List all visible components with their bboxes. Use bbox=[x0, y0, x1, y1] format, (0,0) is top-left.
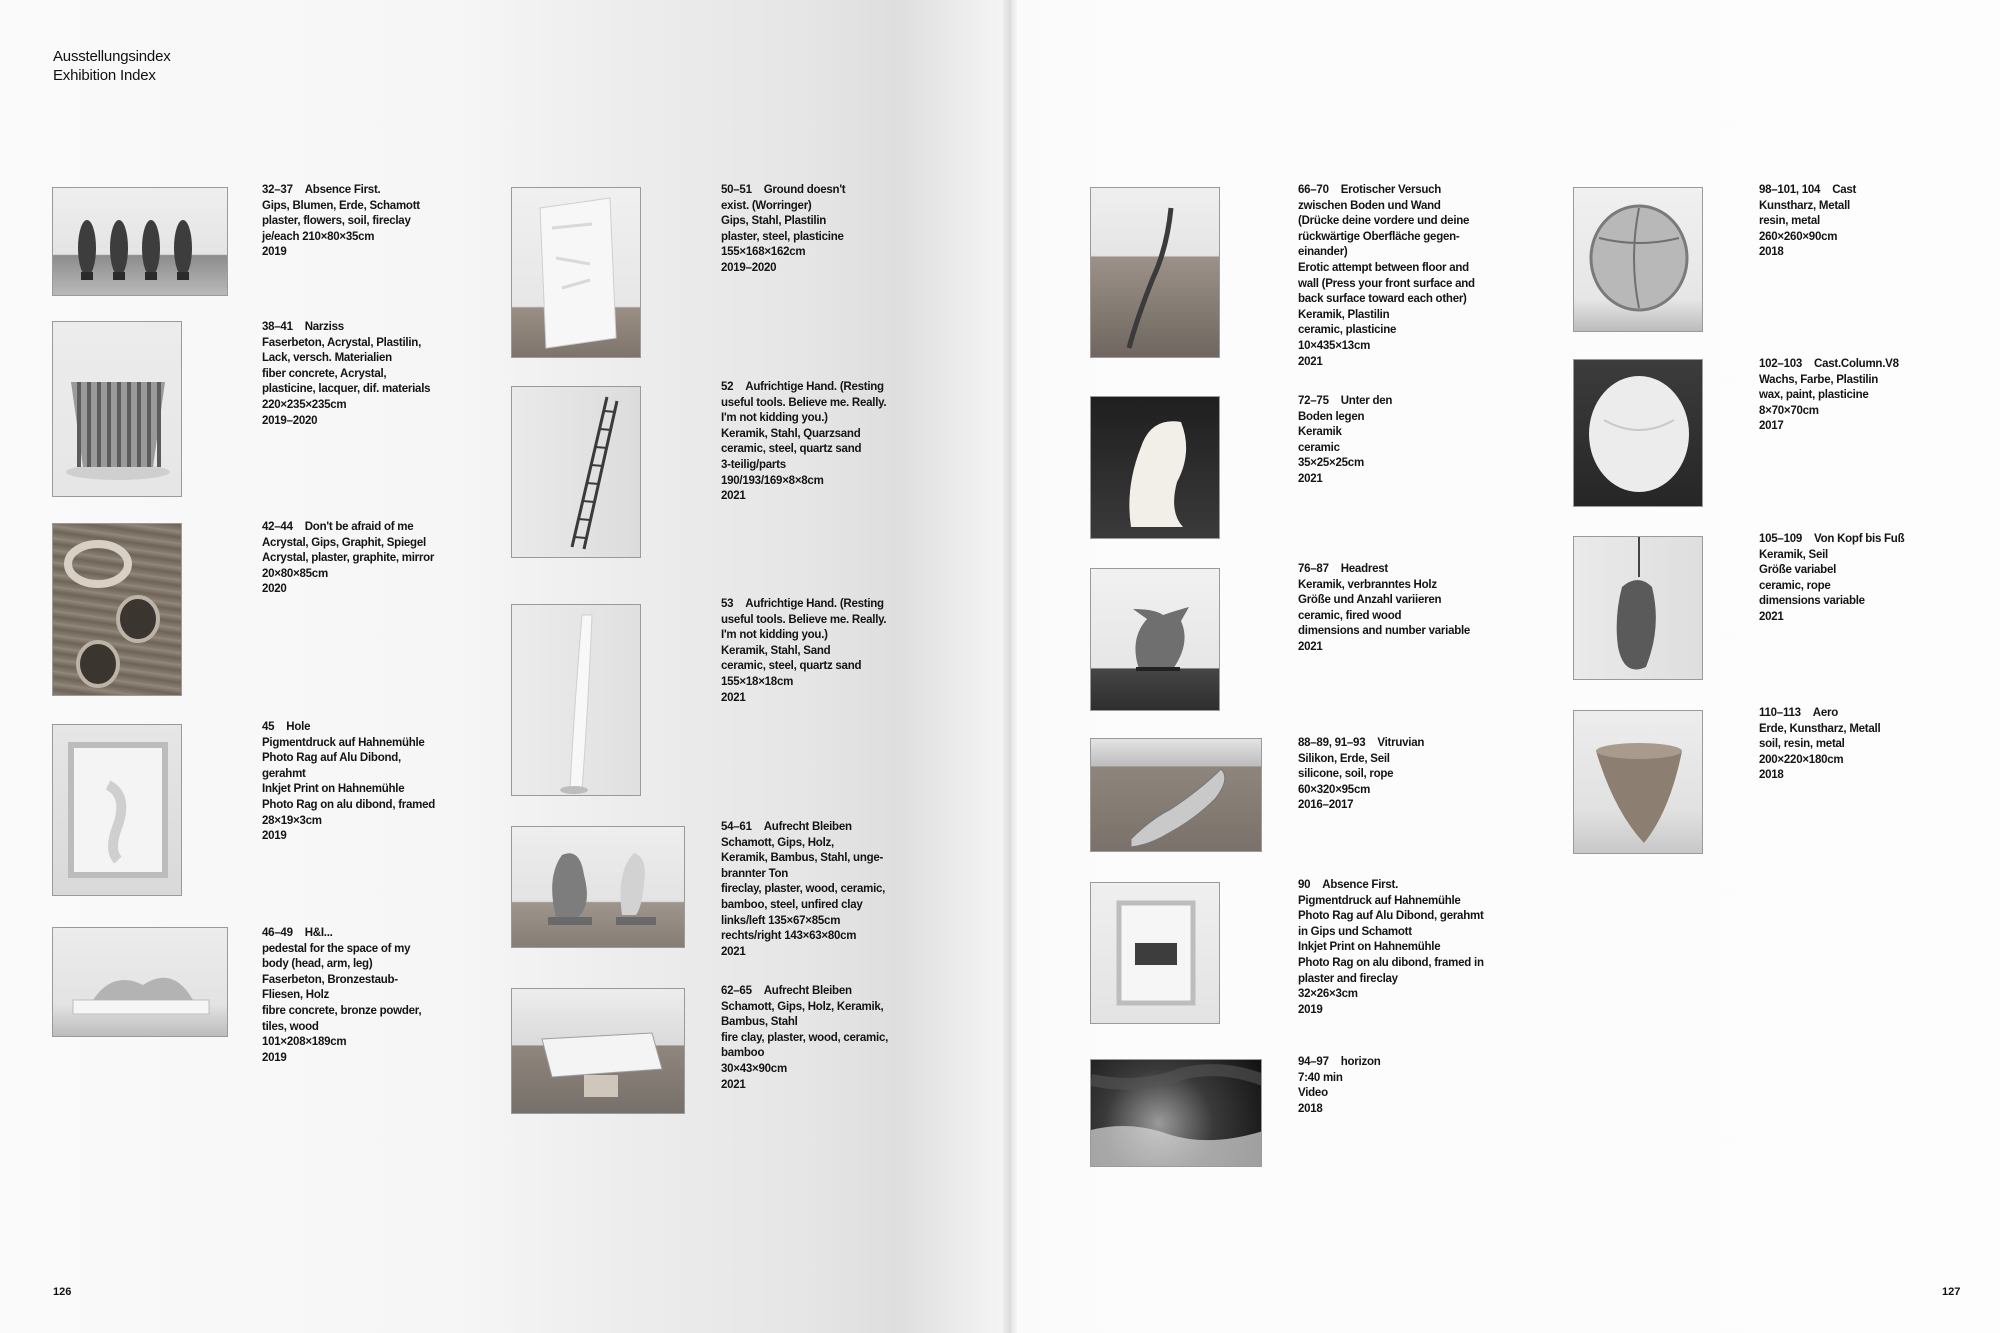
entry-page-range: 98–101, 104 bbox=[1759, 184, 1821, 196]
entry-heading bbox=[721, 820, 885, 836]
entry-page-range: 66–70 bbox=[1298, 184, 1329, 196]
artwork-photo bbox=[1090, 738, 1262, 852]
entry-detail-line: 2021 bbox=[721, 691, 746, 704]
entry-detail-line: Bambus, Stahl bbox=[721, 1016, 798, 1029]
entry-detail-line: 8×70×70cm bbox=[1759, 404, 1819, 417]
entry-detail-line: Pigmentdruck auf Hahnemühle bbox=[1298, 894, 1461, 907]
entry-detail-line: Größe und Anzahl variieren bbox=[1298, 594, 1442, 607]
entry-detail-line: plaster and fireclay bbox=[1298, 972, 1398, 985]
entry-detail-line: 2020 bbox=[262, 583, 287, 596]
entry-detail-line: Gips, Blumen, Erde, Schamott bbox=[262, 199, 420, 212]
artwork-photo bbox=[1090, 568, 1220, 711]
entry-detail-line: Erde, Kunstharz, Metall bbox=[1759, 722, 1881, 735]
entry-detail-line: Keramik bbox=[1298, 426, 1342, 439]
entry-detail-line: tiles, wood bbox=[262, 1020, 319, 1033]
page-number-right: 127 bbox=[1942, 1286, 1961, 1298]
artwork-photo bbox=[52, 187, 228, 296]
entry-page-range: 50–51 bbox=[721, 184, 752, 196]
entry-detail-line: fire clay, plaster, wood, ceramic, bbox=[721, 1031, 889, 1044]
entry-heading bbox=[262, 183, 420, 199]
entry-caption bbox=[1298, 736, 1424, 814]
entry-heading bbox=[1759, 532, 1904, 548]
artwork-photo bbox=[511, 826, 685, 948]
entry-detail-line: ceramic bbox=[1298, 441, 1340, 454]
index-title-de: Ausstellungsindex bbox=[53, 48, 171, 65]
entry-detail-line: ceramic, fired wood bbox=[1298, 609, 1402, 622]
entry-detail-line: 2017 bbox=[1759, 420, 1784, 433]
entry-page-range: 90 bbox=[1298, 879, 1311, 891]
entry-caption bbox=[721, 597, 886, 706]
entry-detail-line: je/each 210×80×35cm bbox=[262, 230, 375, 243]
entry-caption bbox=[721, 820, 885, 960]
entry-detail-line: 2021 bbox=[1759, 610, 1784, 623]
entry-detail-line: body (head, arm, leg) bbox=[262, 958, 373, 971]
artwork-photo bbox=[511, 604, 641, 796]
entry-detail-line: Keramik, Seil bbox=[1759, 548, 1828, 561]
entry-detail-line: 3-teilig/parts bbox=[721, 458, 786, 471]
entry-detail-line: 7:40 min bbox=[1298, 1071, 1343, 1084]
entry-title: Cast.Column.V8 bbox=[1814, 358, 1899, 370]
entry-detail-line: 190/193/169×8×8cm bbox=[721, 474, 824, 487]
entry-page-range: 32–37 bbox=[262, 184, 293, 196]
entry-detail-line: Schamott, Gips, Holz, Keramik, bbox=[721, 1000, 884, 1013]
entry-title: Erotischer Versuch bbox=[1340, 184, 1442, 196]
entry-caption bbox=[721, 984, 888, 1093]
entry-title: Don't be afraid of me bbox=[304, 521, 414, 533]
entry-heading bbox=[1298, 736, 1424, 752]
page-number-left: 126 bbox=[53, 1286, 72, 1298]
entry-title: H&I... bbox=[304, 927, 333, 939]
entry-detail-line: ceramic, plasticine bbox=[1298, 324, 1397, 337]
entry-detail-line: fibre concrete, bronze powder, bbox=[262, 1004, 422, 1017]
entry-detail-line: Keramik, Stahl, Quarzsand bbox=[721, 427, 861, 440]
entry-detail-line: 35×25×25cm bbox=[1298, 457, 1364, 470]
entry-detail-line: plaster, flowers, soil, fireclay bbox=[262, 215, 411, 228]
entry-detail-line: Fliesen, Holz bbox=[262, 989, 330, 1002]
entry-detail-line: ceramic, rope bbox=[1759, 579, 1831, 592]
entry-heading bbox=[1759, 357, 1899, 373]
entry-title: Headrest bbox=[1340, 563, 1388, 575]
entry-detail-line: Inkjet Print on Hahnemühle bbox=[262, 783, 405, 796]
entry-page-range: 102–103 bbox=[1759, 358, 1803, 370]
artwork-photo bbox=[511, 988, 685, 1114]
artwork-photo bbox=[52, 927, 228, 1037]
artwork-photo bbox=[52, 523, 182, 696]
entry-detail-line: 2018 bbox=[1759, 769, 1784, 782]
entry-caption bbox=[1759, 706, 1880, 784]
entry-title: Von Kopf bis Fuß bbox=[1814, 533, 1905, 545]
entry-detail-line: rückwärtige Oberfläche gegen- bbox=[1298, 230, 1460, 243]
entry-detail-line: Keramik, Bambus, Stahl, unge- bbox=[721, 852, 884, 865]
entry-detail-line: 2021 bbox=[721, 490, 746, 503]
entry-detail-line: plasticine, lacquer, dif. materials bbox=[262, 383, 431, 396]
entry-detail-line: fireclay, plaster, wood, ceramic, bbox=[721, 883, 886, 896]
entry-detail-line: 2021 bbox=[1298, 640, 1323, 653]
entry-detail-line: wax, paint, plasticine bbox=[1759, 389, 1869, 402]
entry-page-range: 110–113 bbox=[1759, 707, 1801, 719]
entry-title: Aufrecht Bleiben bbox=[763, 985, 852, 997]
entry-detail-line: einander) bbox=[1298, 246, 1348, 259]
entry-heading bbox=[262, 320, 430, 336]
entry-caption bbox=[1759, 183, 1856, 261]
entry-title: horizon bbox=[1340, 1056, 1381, 1068]
entry-detail-line: 2019 bbox=[262, 246, 287, 259]
entry-detail-line: Kunstharz, Metall bbox=[1759, 199, 1850, 212]
entry-heading bbox=[262, 720, 435, 736]
entry-title: Absence First. bbox=[1322, 879, 1399, 891]
entry-detail-line: zwischen Boden und Wand bbox=[1298, 199, 1441, 212]
entry-detail-line: useful tools. Believe me. Really. bbox=[721, 613, 887, 626]
entry-detail-line: 60×320×95cm bbox=[1298, 783, 1371, 796]
entry-caption bbox=[262, 520, 434, 598]
entry-detail-line: 2016–2017 bbox=[1298, 799, 1354, 812]
entry-detail-line: 2021 bbox=[721, 945, 746, 958]
entry-detail-line: 32×26×3cm bbox=[1298, 988, 1358, 1001]
entry-detail-line: ceramic, steel, quartz sand bbox=[721, 443, 862, 456]
entry-detail-line: rechts/right 143×63×80cm bbox=[721, 930, 857, 943]
entry-page-range: 52 bbox=[721, 381, 734, 393]
entry-title: Absence First. bbox=[304, 184, 381, 196]
entry-heading bbox=[262, 926, 421, 942]
entry-detail-line: Erotic attempt between floor and bbox=[1298, 261, 1469, 274]
entry-detail-line: back surface toward each other) bbox=[1298, 293, 1467, 306]
entry-heading bbox=[1298, 183, 1475, 199]
entry-detail-line: in Gips und Schamott bbox=[1298, 925, 1412, 938]
entry-detail-line: Keramik, Plastilin bbox=[1298, 308, 1390, 321]
entry-detail-line: (Drücke deine vordere und deine bbox=[1298, 215, 1470, 228]
entry-detail-line: links/left 135×67×85cm bbox=[721, 914, 841, 927]
entry-detail-line: Video bbox=[1298, 1087, 1328, 1100]
entry-heading bbox=[721, 597, 886, 613]
entry-title: Unter den bbox=[1340, 395, 1393, 407]
entry-detail-line: 2019–2020 bbox=[262, 414, 318, 427]
entry-title: Ground doesn't bbox=[763, 184, 846, 196]
artwork-photo bbox=[1573, 187, 1703, 332]
entry-detail-line: useful tools. Believe me. Really. bbox=[721, 396, 887, 409]
entry-title: Aufrichtige Hand. (Resting bbox=[745, 598, 884, 610]
entry-detail-line: resin, metal bbox=[1759, 215, 1820, 228]
entry-detail-line: 101×208×189cm bbox=[262, 1036, 347, 1049]
entry-detail-line: Faserbeton, Acrystal, Plastilin, bbox=[262, 336, 422, 349]
entry-detail-line: brannter Ton bbox=[721, 867, 789, 880]
entry-page-range: 105–109 bbox=[1759, 533, 1803, 545]
entry-page-range: 94–97 bbox=[1298, 1056, 1329, 1068]
entry-title: Cast bbox=[1832, 184, 1857, 196]
entry-detail-line: 2021 bbox=[721, 1078, 746, 1091]
entry-heading bbox=[721, 183, 845, 199]
entry-page-range: 46–49 bbox=[262, 927, 293, 939]
entry-detail-line: Photo Rag auf Alu Dibond, bbox=[262, 752, 401, 765]
entry-detail-line: Acrystal, Gips, Graphit, Spiegel bbox=[262, 536, 426, 549]
entry-detail-line: Wachs, Farbe, Plastilin bbox=[1759, 373, 1879, 386]
entry-detail-line: Lack, versch. Materialien bbox=[262, 352, 392, 365]
entry-detail-line: gerahmt bbox=[262, 767, 306, 780]
entry-detail-line: Keramik, Stahl, Sand bbox=[721, 644, 831, 657]
entry-heading bbox=[1759, 706, 1880, 722]
artwork-photo bbox=[511, 187, 641, 358]
artwork-photo bbox=[1090, 1059, 1262, 1167]
entry-page-range: 42–44 bbox=[262, 521, 293, 533]
entry-caption bbox=[1298, 183, 1475, 370]
entry-detail-line: silicone, soil, rope bbox=[1298, 768, 1394, 781]
artwork-photo bbox=[1573, 359, 1703, 507]
entry-page-range: 38–41 bbox=[262, 321, 293, 333]
entry-detail-line: ceramic, steel, quartz sand bbox=[721, 660, 862, 673]
index-header bbox=[53, 47, 171, 85]
entry-caption bbox=[1298, 878, 1484, 1018]
entry-detail-line: fiber concrete, Acrystal, bbox=[262, 367, 387, 380]
entry-detail-line: I'm not kidding you.) bbox=[721, 412, 828, 425]
entry-detail-line: plaster, steel, plasticine bbox=[721, 230, 844, 243]
entry-detail-line: bamboo bbox=[721, 1047, 765, 1060]
entry-detail-line: Photo Rag on alu dibond, framed bbox=[262, 798, 436, 811]
entry-caption bbox=[1298, 562, 1470, 656]
entry-detail-line: 2019 bbox=[262, 830, 287, 843]
entry-detail-line: I'm not kidding you.) bbox=[721, 629, 828, 642]
entry-heading bbox=[262, 520, 434, 536]
entry-detail-line: soil, resin, metal bbox=[1759, 738, 1845, 751]
entry-caption bbox=[262, 926, 421, 1066]
entry-page-range: 54–61 bbox=[721, 821, 752, 833]
entry-page-range: 72–75 bbox=[1298, 395, 1329, 407]
entry-detail-line: exist. (Worringer) bbox=[721, 199, 812, 212]
entry-detail-line: 2021 bbox=[1298, 355, 1323, 368]
artwork-photo bbox=[1573, 710, 1703, 854]
entry-detail-line: Photo Rag on alu dibond, framed in bbox=[1298, 956, 1484, 969]
entry-detail-line: 2019 bbox=[262, 1051, 287, 1064]
artwork-photo bbox=[1090, 187, 1220, 358]
entry-detail-line: 2019 bbox=[1298, 1003, 1323, 1016]
entry-page-range: 88–89, 91–93 bbox=[1298, 737, 1366, 749]
entry-detail-line: Pigmentdruck auf Hahnemühle bbox=[262, 736, 425, 749]
entry-detail-line: Acrystal, plaster, graphite, mirror bbox=[262, 552, 435, 565]
entry-title: Hole bbox=[286, 721, 311, 733]
entry-title: Aero bbox=[1812, 707, 1838, 719]
entry-caption bbox=[721, 183, 845, 277]
entry-title: Aufrichtige Hand. (Resting bbox=[745, 381, 884, 393]
entry-heading bbox=[721, 984, 888, 1000]
entry-caption bbox=[262, 720, 435, 845]
entry-title: Aufrecht Bleiben bbox=[763, 821, 852, 833]
entry-detail-line: Boden legen bbox=[1298, 410, 1365, 423]
entry-caption bbox=[1759, 532, 1904, 626]
entry-heading bbox=[721, 380, 886, 396]
entry-caption bbox=[1759, 357, 1899, 435]
entry-page-range: 45 bbox=[262, 721, 275, 733]
entry-detail-line: Keramik, verbranntes Holz bbox=[1298, 578, 1437, 591]
artwork-photo bbox=[1090, 396, 1220, 539]
entry-detail-line: Größe variabel bbox=[1759, 564, 1837, 577]
entry-detail-line: 30×43×90cm bbox=[721, 1062, 787, 1075]
entry-caption bbox=[721, 380, 886, 505]
entry-detail-line: 155×18×18cm bbox=[721, 675, 794, 688]
book-gutter bbox=[1003, 0, 1017, 1333]
entry-detail-line: 2018 bbox=[1298, 1102, 1323, 1115]
entry-detail-line: wall (Press your front surface and bbox=[1298, 277, 1475, 290]
entry-caption bbox=[1298, 394, 1392, 488]
entry-heading bbox=[1298, 394, 1392, 410]
artwork-photo bbox=[1090, 882, 1220, 1024]
entry-heading bbox=[1759, 183, 1856, 199]
artwork-photo bbox=[511, 386, 641, 558]
entry-detail-line: 2019–2020 bbox=[721, 261, 777, 274]
entry-detail-line: 220×235×235cm bbox=[262, 398, 347, 411]
entry-page-range: 76–87 bbox=[1298, 563, 1329, 575]
entry-title: Narziss bbox=[304, 321, 344, 333]
entry-detail-line: 155×168×162cm bbox=[721, 246, 806, 259]
entry-title: Vitruvian bbox=[1377, 737, 1425, 749]
entry-heading bbox=[1298, 878, 1484, 894]
entry-heading bbox=[1298, 562, 1470, 578]
entry-detail-line: dimensions and number variable bbox=[1298, 625, 1471, 638]
entry-detail-line: 2018 bbox=[1759, 246, 1784, 259]
entry-page-range: 53 bbox=[721, 598, 734, 610]
entry-detail-line: Schamott, Gips, Holz, bbox=[721, 836, 834, 849]
entry-detail-line: Gips, Stahl, Plastilin bbox=[721, 215, 827, 228]
entry-caption bbox=[262, 320, 430, 429]
entry-detail-line: dimensions variable bbox=[1759, 595, 1865, 608]
entry-detail-line: bamboo, steel, unfired clay bbox=[721, 898, 863, 911]
entry-detail-line: 2021 bbox=[1298, 472, 1323, 485]
artwork-photo bbox=[52, 724, 182, 896]
entry-detail-line: Inkjet Print on Hahnemühle bbox=[1298, 941, 1441, 954]
entry-detail-line: 10×435×13cm bbox=[1298, 339, 1371, 352]
entry-detail-line: Faserbeton, Bronzestaub- bbox=[262, 973, 398, 986]
entry-page-range: 62–65 bbox=[721, 985, 752, 997]
entry-caption bbox=[1298, 1055, 1381, 1117]
artwork-photo bbox=[1573, 536, 1703, 680]
entry-detail-line: 200×220×180cm bbox=[1759, 753, 1844, 766]
entry-detail-line: Silikon, Erde, Seil bbox=[1298, 752, 1390, 765]
entry-detail-line: 28×19×3cm bbox=[262, 814, 322, 827]
index-title-en: Exhibition Index bbox=[53, 67, 156, 84]
entry-caption bbox=[262, 183, 420, 261]
entry-detail-line: pedestal for the space of my bbox=[262, 942, 411, 955]
entry-detail-line: 20×80×85cm bbox=[262, 567, 328, 580]
entry-heading bbox=[1298, 1055, 1381, 1071]
entry-detail-line: 260×260×90cm bbox=[1759, 230, 1838, 243]
entry-detail-line: Photo Rag auf Alu Dibond, gerahmt bbox=[1298, 910, 1484, 923]
artwork-photo bbox=[52, 321, 182, 497]
